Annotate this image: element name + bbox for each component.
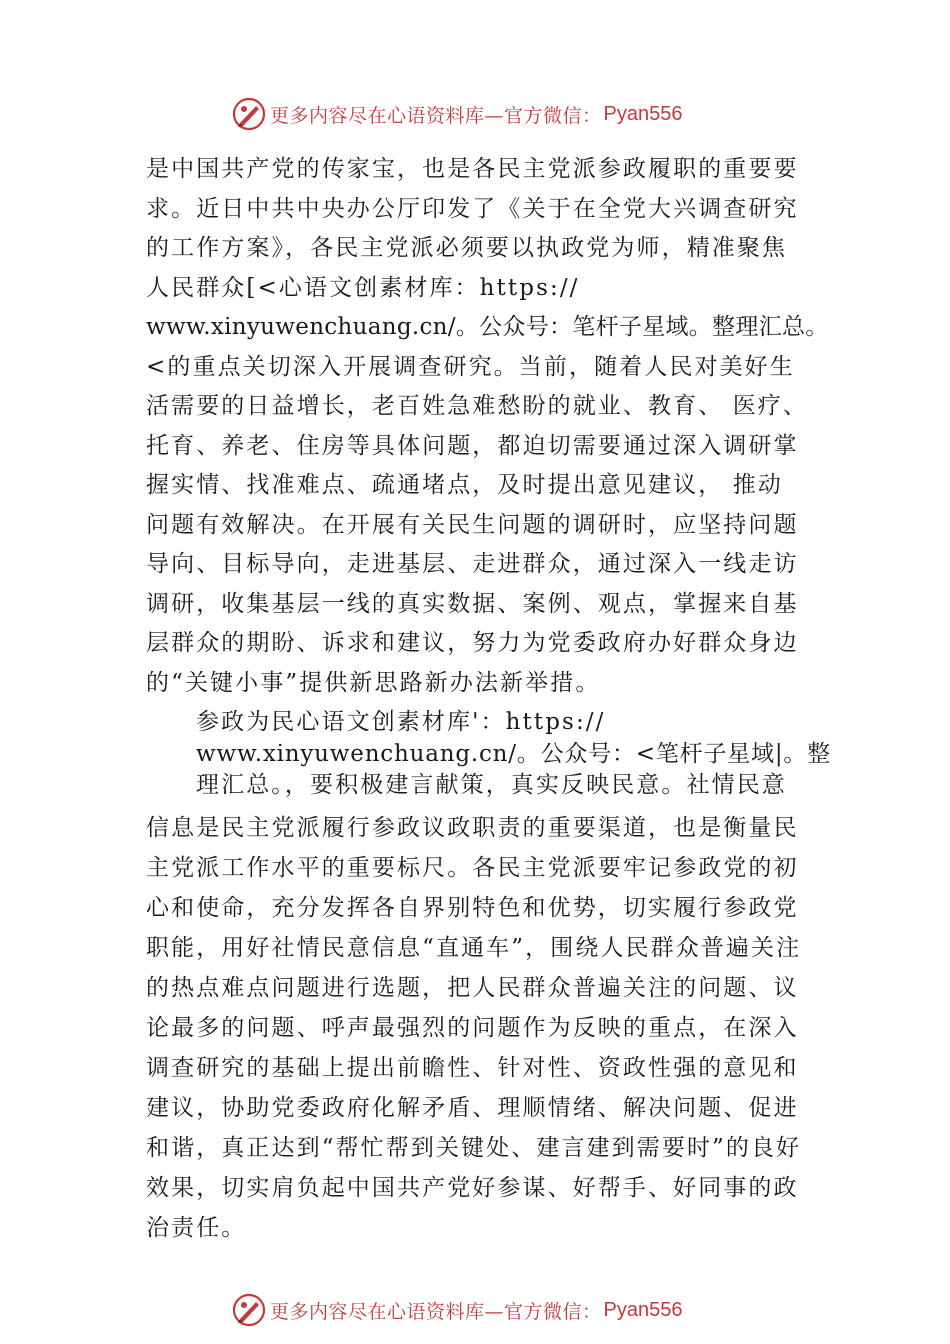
body-line: 握实情、找准难点、疏通堵点，及时提出意见建议， 推动 xyxy=(146,472,783,498)
body-line: 论最多的问题、呼声最强烈的问题作为反映的重点，在深入 xyxy=(146,1015,799,1041)
body-line: 主党派工作水平的重要标尺。各民主党派要牢记参政党的初 xyxy=(146,855,799,881)
footer-banner-text: 更多内容尽在心语资料库—官方微信： xyxy=(270,1300,602,1323)
body-line: 调查研究的基础上提出前瞻性、针对性、资政性强的意见和 xyxy=(146,1055,799,1081)
header-banner-text: 更多内容尽在心语资料库—官方微信： xyxy=(270,104,602,127)
body-line: 调研，收集基层一线的真实数据、案例、观点，掌握来自基 xyxy=(146,591,799,617)
body-line: 职能，用好社情民意信息“直通车”，围绕人民群众普遍关注 xyxy=(146,935,802,961)
body-line: 问题有效解决。在开展有关民生问题的调研时，应坚持问题 xyxy=(146,512,799,538)
body-line: 和谐，真正达到“帮忙帮到关键处、建言建到需要时”的良好 xyxy=(146,1135,802,1161)
pen-logo-icon xyxy=(232,1293,266,1327)
header-banner xyxy=(232,94,682,134)
body-line: 建议，协助党委政府化解矛盾、理顺情绪、解决问题、促进 xyxy=(146,1095,799,1121)
body-line: 心和使命，充分发挥各自界别特色和优势，切实履行参政党 xyxy=(146,895,799,921)
body-line: 的热点难点问题进行选题，把人民群众普遍关注的问题、议 xyxy=(146,975,799,1001)
body-line: 层群众的期盼、诉求和建议，努力为党委政府办好群众身边 xyxy=(146,630,799,656)
body-line: 信息是民主党派履行参政议政职责的重要渠道，也是衡量民 xyxy=(146,815,799,841)
pen-logo-icon xyxy=(232,97,266,131)
footer-banner xyxy=(232,1290,682,1330)
header-banner-handle: Pyan556 xyxy=(603,102,683,125)
body-line: 是中国共产党的传家宝，也是各民主党派参政履职的重要要 xyxy=(146,156,799,182)
body-line: 求。近日中共中央办公厅印发了《关于在全党大兴调查研究 xyxy=(146,196,799,222)
body-line: 托育、养老、住房等具体问题，都迫切需要通过深入调研掌 xyxy=(146,433,799,459)
body-line: 参政为民心语文创素材库'：https:// xyxy=(196,709,606,735)
body-line: 导向、目标导向，走进基层、走进群众，通过深入一线走访 xyxy=(146,551,799,577)
body-line: 活需要的日益增长，老百姓急难愁盼的就业、教育、 医疗、 xyxy=(146,393,809,419)
footer-banner-handle: Pyan556 xyxy=(603,1298,683,1321)
body-line: 理汇总。，要积极建言献策，真实反映民意。社情民意 xyxy=(196,772,787,798)
body-line: <的重点关切深入开展调查研究。当前，随着人民对美好生 xyxy=(146,354,795,380)
body-line: www.xinyuwenchuang.cn/。公众号：<笔杆子星域|。整 xyxy=(196,741,832,767)
body-line: 人民群众[<心语文创素材库：https:// xyxy=(146,275,580,301)
body-line: 的“关键小事”提供新思路新办法新举措。 xyxy=(146,670,601,696)
body-line: www.xinyuwenchuang.cn/。公众号：笔杆子星域。整理汇总。 xyxy=(146,314,829,340)
body-line: 的工作方案》，各民主党派必须要以执政党为师，精准聚焦 xyxy=(146,235,788,261)
body-line: 效果，切实肩负起中国共产党好参谋、好帮手、好同事的政 xyxy=(146,1175,799,1201)
body-line: 治责任。 xyxy=(146,1215,247,1241)
